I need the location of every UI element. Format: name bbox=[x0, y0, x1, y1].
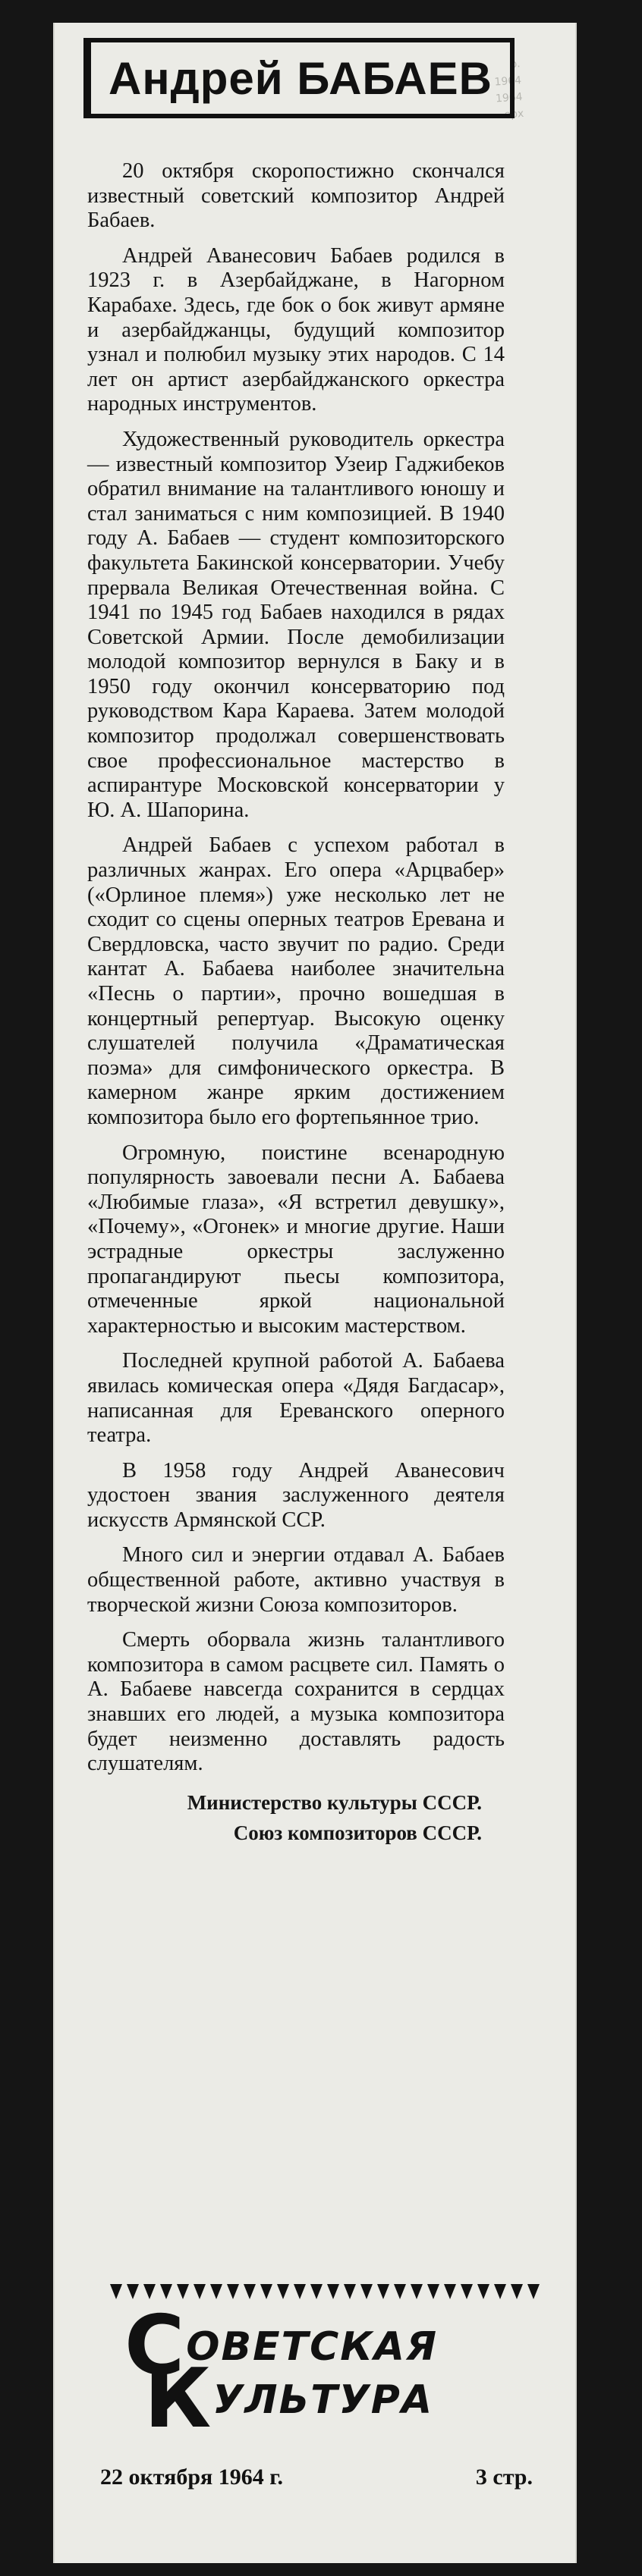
masthead-line-2 bbox=[114, 2352, 539, 2446]
ornament-tooth bbox=[143, 2284, 156, 2299]
paragraph-memory: Смерть оборвала жизнь талантливого композитора в самом расцвете сил. Память о А. Бабаеве навсегда сохранится в сердцах знавших его людей, а музыка композитора будет неизменно доставлять радость слушателям. bbox=[87, 1628, 505, 1776]
signature-ministry: Министерство культуры СССР. bbox=[187, 1790, 482, 1814]
ornament-tooth bbox=[210, 2284, 222, 2299]
stamp-line: 1964 bbox=[495, 91, 524, 105]
stamp-line: 1964 bbox=[494, 74, 522, 89]
page-number: 3 стр. bbox=[475, 2465, 533, 2490]
ornament-tooth bbox=[177, 2284, 189, 2299]
masthead-word: УЛЬТУРА bbox=[212, 2377, 434, 2423]
stamp-line: р. bbox=[509, 58, 521, 71]
ornament-tooth bbox=[411, 2284, 423, 2299]
masthead-initial: К bbox=[144, 2352, 213, 2446]
ornament-tooth bbox=[127, 2284, 139, 2299]
ornament-tooth bbox=[327, 2284, 339, 2299]
issue-footer bbox=[100, 2465, 533, 2490]
ornament-tooth bbox=[427, 2284, 439, 2299]
paragraph-honor: В 1958 году Андрей Аванесович удостоен звания заслуженного деятеля искусств Армянской ССР. bbox=[87, 1458, 505, 1532]
paragraph-intro: 20 октября скоропостижно скончался известный советский композитор Андрей Бабаев. bbox=[87, 159, 505, 233]
ornament-tooth bbox=[494, 2284, 506, 2299]
ornament-tooth bbox=[444, 2284, 456, 2299]
ornament-tooth bbox=[244, 2284, 256, 2299]
ornament-tooth bbox=[477, 2284, 489, 2299]
ornament-tooth bbox=[527, 2284, 540, 2299]
ornament-tooth bbox=[294, 2284, 306, 2299]
ornament-tooth bbox=[360, 2284, 373, 2299]
ornament-tooth bbox=[310, 2284, 323, 2299]
ornament-tooth bbox=[394, 2284, 406, 2299]
ornament-tooth bbox=[377, 2284, 389, 2299]
ornament-tooth bbox=[461, 2284, 473, 2299]
paragraph-last-work: Последней крупной работой А. Бабаева явилась комическая опера «Дядя Багдасар», написанная для Ереванского оперного театра. bbox=[87, 1349, 505, 1448]
newspaper-masthead bbox=[114, 2298, 539, 2446]
ornament-tooth bbox=[344, 2284, 356, 2299]
ornament-tooth bbox=[227, 2284, 239, 2299]
ornament-tooth bbox=[260, 2284, 272, 2299]
ornament-tooth bbox=[110, 2284, 122, 2299]
stamp-line: ерх bbox=[503, 108, 524, 121]
paragraph-biography: Андрей Аванесович Бабаев родился в 1923 г. в Азербайджане, в Нагорном Карабахе. Здесь, где бок о бок живут армяне и азербайджанцы, будущий композитор узнал и полюбил музыку этих народов. С 14 лет он артист азербайджанского оркестра народных инструментов. bbox=[87, 243, 505, 416]
paragraph-songs: Огромную, поистине всенародную популярность завоевали песни А. Бабаева «Любимые глаза», «Я встретил девушку», «Почему», «Огонек» и многие другие. Наши эстрадные оркестры заслуженно пропагандируют пьесы композитора, отмеченные яркой национальной характерностью и высоким мастерством. bbox=[87, 1141, 505, 1338]
masthead-word: ОВЕТСКАЯ bbox=[186, 2324, 439, 2370]
headline-frame bbox=[83, 38, 515, 118]
ornament-tooth bbox=[511, 2284, 523, 2299]
signature-union: Союз композиторов СССР. bbox=[233, 1821, 482, 1844]
obituary-article bbox=[87, 159, 505, 1848]
ornament-tooth bbox=[160, 2284, 172, 2299]
paragraph-public-work: Много сил и энергии отдавал А. Бабаев общественной работе, активно участвуя в творческой жизни Союза композиторов. bbox=[87, 1543, 505, 1617]
paragraph-education: Художественный руководитель оркестра — известный композитор Узеир Гаджибеков обратил внимание на талантливого юношу и стал заниматься с ним композицией. В 1940 году А. Бабаев — студент композиторского факультета Бакинской консерватории. Учебу прервала Великая Отечественная война. С 1941 по 1945 год Бабаев находился в рядах Советской Армии. После демобилизации молодой композитор вернулся в Баку и в 1950 году окончил консерваторию под руководством Кара Караева. Затем молодой композитор продолжал совершенствовать свое профессиональное мастерство в аспирантуре Московской консерватории у Ю. А. Шапорина. bbox=[87, 427, 505, 822]
ornament-tooth bbox=[194, 2284, 206, 2299]
ornament-tooth bbox=[277, 2284, 289, 2299]
issue-date: 22 октября 1964 г. bbox=[100, 2465, 284, 2490]
masthead-initial: С bbox=[124, 2298, 187, 2393]
paragraph-works: Андрей Бабаев с успехом работал в различных жанрах. Его опера «Арцвабер» («Орлиное племя») уже несколько лет не сходит со сцены оперных театров Еревана и Свердловска, часто звучит по радио. Среди кантат А. Бабаева наиболее значительна «Песнь о партии», прочно вошедшая в концертный репертуар. Высокую оценку слушателей получила «Драматическая поэма» для симфонического оркестра. В камерном жанре ярким достижением композитора было его фортепьянное трио. bbox=[87, 833, 505, 1129]
headline: Андрей БАБАЕВ bbox=[109, 52, 493, 104]
